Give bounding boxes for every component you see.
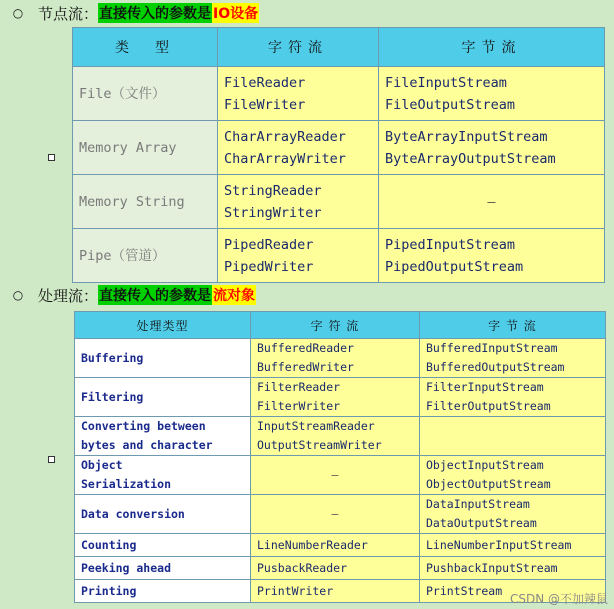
cell-line: FileWriter	[224, 96, 306, 113]
cell-line: BufferedOutputStream	[426, 360, 565, 374]
bullet-circle-icon: ○	[12, 288, 24, 302]
cell-line: CharArrayReader	[224, 128, 346, 145]
byte-stream-cell	[420, 534, 606, 557]
cell-line: Filtering	[81, 389, 144, 404]
header-type: 类 型	[73, 28, 218, 67]
char-stream-cell	[251, 557, 420, 580]
type-cell	[75, 456, 251, 495]
highlight-text: 直接传入的参数是	[98, 285, 212, 305]
cell-line: Pipe（管道）	[79, 247, 166, 264]
highlight-emph: IO设备	[212, 3, 259, 23]
byte-stream-cell	[420, 339, 606, 378]
cell-line: PusbackReader	[257, 560, 348, 575]
cell-line: FileInputStream	[385, 74, 507, 91]
char-stream-cell	[218, 175, 379, 229]
cell-line: PrintWriter	[257, 583, 334, 598]
type-cell	[75, 339, 251, 378]
table-row	[73, 67, 605, 121]
cell-line: Converting between	[81, 419, 206, 433]
cell-line: PrintStream	[426, 583, 503, 598]
cell-line: BufferedReader	[257, 341, 354, 355]
cell-line: PipedOutputStream	[385, 258, 524, 275]
type-cell	[75, 557, 251, 580]
square-bullet-icon	[48, 456, 55, 463]
square-bullet-icon	[48, 154, 55, 161]
section-node-stream	[0, 1, 259, 25]
cell-line: FilterInputStream	[426, 380, 544, 394]
header-type: 处理类型	[75, 312, 251, 339]
cell-line: PipedWriter	[224, 258, 314, 275]
cell-line: LineNumberReader	[257, 537, 368, 552]
cell-line: Data conversion	[81, 506, 185, 521]
cell-line: FilterReader	[257, 380, 341, 394]
char-stream-cell	[218, 121, 379, 175]
cell-line: BufferedInputStream	[426, 341, 558, 355]
table-row	[75, 456, 606, 495]
type-cell	[75, 495, 251, 534]
table-row	[75, 339, 606, 378]
char-stream-cell	[251, 495, 420, 534]
cell-line: StringReader	[224, 182, 322, 199]
header-byte: 字节流	[379, 28, 605, 67]
cell-line: Memory String	[79, 193, 185, 210]
byte-stream-cell	[420, 417, 606, 456]
table-row	[75, 378, 606, 417]
watermark: CSDN @不加辣鼠	[509, 592, 608, 606]
bullet-circle-icon: ○	[12, 6, 24, 20]
cell-line: FileOutputStream	[385, 96, 516, 113]
cell-line: Counting	[81, 537, 137, 552]
section-processing-stream	[0, 283, 256, 307]
cell-line: DataOutputStream	[426, 516, 537, 530]
cell-line: LineNumberInputStream	[426, 537, 572, 552]
cell-line: StringWriter	[224, 204, 322, 221]
header-byte: 字 节 流	[420, 312, 606, 339]
cell-line: Serialization	[81, 477, 172, 491]
cell-line: File（文件）	[79, 85, 166, 102]
cell-line: Printing	[81, 583, 137, 598]
cell-line: BufferedWriter	[257, 360, 354, 374]
table-row	[73, 229, 605, 283]
char-stream-cell	[218, 229, 379, 283]
byte-stream-cell	[379, 175, 605, 229]
table-row	[73, 121, 605, 175]
section-lead: 节点流：	[38, 4, 99, 23]
char-stream-cell	[251, 378, 420, 417]
section-lead: 处理流：	[38, 286, 99, 305]
cell-line: DataInputStream	[426, 497, 530, 511]
type-cell	[75, 580, 251, 603]
cell-line: OutputStreamWriter	[257, 438, 382, 452]
cell-line: PushbackInputStream	[426, 560, 558, 575]
table-row	[75, 557, 606, 580]
cell-line: PipedInputStream	[385, 236, 516, 253]
cell-line: ByteArrayInputStream	[385, 128, 548, 145]
table-header-row	[73, 28, 605, 67]
cell-line: ByteArrayOutputStream	[385, 150, 556, 167]
type-cell	[73, 67, 218, 121]
cell-line: FilterOutputStream	[426, 399, 551, 413]
cell-line: —	[331, 467, 339, 482]
highlight-text: 直接传入的参数是	[98, 3, 212, 23]
byte-stream-cell	[420, 378, 606, 417]
char-stream-cell	[251, 339, 420, 378]
char-stream-cell	[251, 580, 420, 603]
cell-line: ObjectInputStream	[426, 458, 544, 472]
cell-line: PipedReader	[224, 236, 314, 253]
cell-line: InputStreamReader	[257, 419, 375, 433]
cell-line: Memory Array	[79, 139, 177, 156]
char-stream-cell	[251, 534, 420, 557]
table-row	[75, 417, 606, 456]
type-cell	[75, 534, 251, 557]
table-row	[75, 534, 606, 557]
header-char: 字 符 流	[251, 312, 420, 339]
header-char: 字符流	[218, 28, 379, 67]
byte-stream-cell	[379, 67, 605, 121]
byte-stream-cell	[420, 557, 606, 580]
processing-stream-table	[74, 311, 606, 603]
cell-line: FileReader	[224, 74, 306, 91]
cell-line: CharArrayWriter	[224, 150, 346, 167]
type-cell	[73, 175, 218, 229]
byte-stream-cell	[379, 229, 605, 283]
cell-line: FilterWriter	[257, 399, 341, 413]
cell-line: ObjectOutputStream	[426, 477, 551, 491]
node-stream-table	[72, 27, 605, 283]
cell-line: —	[331, 506, 339, 521]
table-row	[73, 175, 605, 229]
byte-stream-cell	[420, 495, 606, 534]
cell-line: Peeking ahead	[81, 560, 172, 575]
highlight-emph: 流对象	[212, 285, 256, 305]
char-stream-cell	[251, 417, 420, 456]
type-cell	[73, 229, 218, 283]
cell-line: Buffering	[81, 350, 144, 365]
byte-stream-cell	[379, 121, 605, 175]
char-stream-cell	[251, 456, 420, 495]
type-cell	[73, 121, 218, 175]
table-row	[75, 495, 606, 534]
byte-stream-cell	[420, 456, 606, 495]
table-header-row	[75, 312, 606, 339]
cell-line: —	[487, 193, 496, 210]
char-stream-cell	[218, 67, 379, 121]
cell-line: bytes and character	[81, 438, 213, 452]
cell-line: Object	[81, 458, 123, 472]
type-cell	[75, 417, 251, 456]
type-cell	[75, 378, 251, 417]
